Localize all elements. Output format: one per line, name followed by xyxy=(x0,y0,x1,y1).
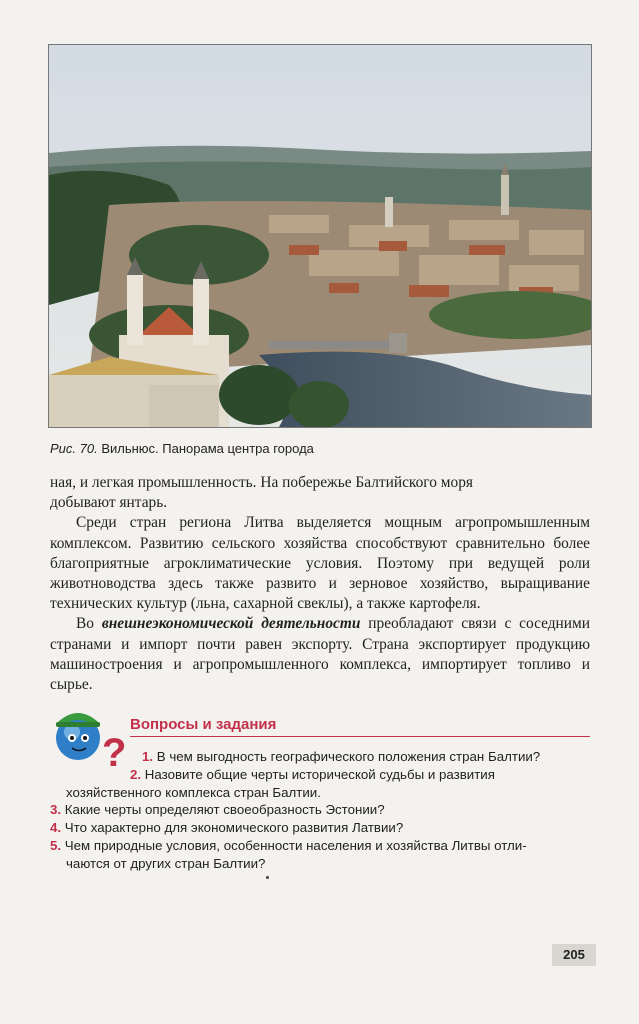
question-number: 5. xyxy=(50,837,62,853)
question-item xyxy=(50,837,590,855)
svg-text:?: ? xyxy=(102,731,127,772)
page-number: 205 xyxy=(552,944,596,966)
question-number: 4. xyxy=(50,820,62,836)
question-text: В чем выгодность географического положения стран Балтии? xyxy=(156,749,541,764)
question-item xyxy=(50,748,590,766)
question-item xyxy=(50,801,590,819)
question-number: 1. xyxy=(142,749,154,764)
question-continuation: хозяйственного комплекса стран Балтии. xyxy=(66,784,321,800)
question-number: 2. xyxy=(130,766,142,782)
question-number: 3. xyxy=(50,802,62,818)
paragraph-3-emphasis: внешнеэкономической деятельности xyxy=(101,615,361,633)
question-text: Какие черты определяют своеобразность Эстонии? xyxy=(64,802,385,818)
paragraph-1-line-1: ная, и легкая промышленность. На побережье Балтийского моря xyxy=(50,474,473,491)
questions-list xyxy=(50,748,590,873)
vilnius-panorama-photo xyxy=(48,44,592,428)
paragraph-3-rest: преобладают связи с соседними странами и импорт почти равен экспорту. Страна экспортирует продукцию машиностроения и агропромышленного комплекса, импортирует топливо и сырье. xyxy=(50,615,590,694)
figure-caption-text: Вильнюс. Панорама центра города xyxy=(97,441,314,456)
decorative-dot xyxy=(266,876,269,879)
question-text: Что характерно для экономического развития Латвии? xyxy=(64,820,404,836)
question-item xyxy=(50,766,590,784)
figure-caption xyxy=(50,441,590,456)
figure-number: Рис. 70. xyxy=(50,441,98,456)
questions-divider xyxy=(130,736,590,737)
paragraph-1-line-2: добывают янтарь. xyxy=(50,494,168,512)
question-continuation: чаются от других стран Балтии? xyxy=(66,855,266,871)
paragraph-3 xyxy=(50,614,590,695)
question-item xyxy=(50,819,590,837)
paragraph-2: Среди стран региона Литва выделяется мощным агропромышленным комплексом. Развитию сельского хозяйства способствуют сравнительно более благоприятные агроклиматические условия. Поэтому при ведущей роли животноводства здесь также развито и зерновое хозяйство, выращивание технических культур (льна, сахарной свеклы), а также картофеля. xyxy=(50,514,590,613)
questions-header: Вопросы и задания xyxy=(130,716,277,733)
paragraph-1 xyxy=(50,473,590,513)
body-text xyxy=(50,473,590,695)
question-text: Назовите общие черты исторической судьбы и развития xyxy=(144,766,495,782)
paragraph-3-lead: Во xyxy=(76,615,102,633)
question-text: Чем природные условия, особенности населения и хозяйства Литвы отли- xyxy=(64,837,527,853)
